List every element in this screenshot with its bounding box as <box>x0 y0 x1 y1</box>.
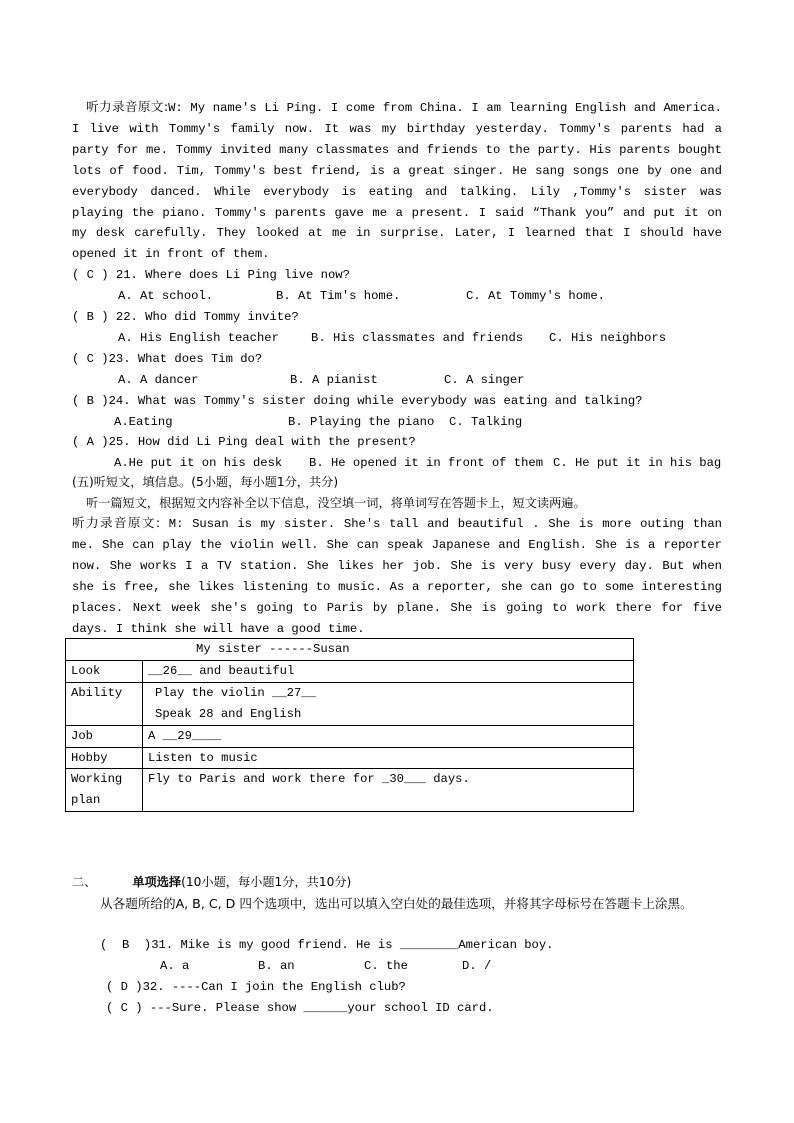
q22-option-b: B. His classmates and friends <box>311 331 524 345</box>
q21-option-b: B. At Tim's home. <box>276 289 401 303</box>
table-title: My sister ------Susan <box>66 639 634 661</box>
q21-option-a: A. At school. <box>118 289 214 303</box>
section-2-instruction: 从各题所给的A, B, C, D 四个选项中，选出可以填入空白处的最佳选项，并将其字母标号在答题卡上涂黑。 <box>100 896 693 911</box>
q31-option-a: A. a <box>160 959 190 973</box>
listening-passage-2 <box>72 513 722 639</box>
row-value-hobby: Listen to music <box>143 747 634 769</box>
passage-2-label: 听力录音原文: <box>72 515 161 530</box>
question-22: ( B ) 22. Who did Tommy invite? <box>72 310 299 324</box>
row-value-job <box>143 725 634 747</box>
blank-27: Play the violin __27__ <box>155 685 316 700</box>
question-32-reply: ( C ) ---Sure. Please show ______your school ID card. <box>106 1001 494 1015</box>
row-label-job: Job <box>66 725 143 747</box>
question-25: ( A )25. How did Li Ping deal with the present? <box>72 435 416 449</box>
table-title-row <box>66 639 634 661</box>
table-row <box>66 747 634 769</box>
q31-option-d: D. / <box>462 959 492 973</box>
section-2-score: (10小题，每小题1分，共10分) <box>181 875 352 889</box>
blank-26: __26__ and beautiful <box>148 663 295 678</box>
q25-option-c: C. He put it in his bag <box>553 456 722 470</box>
row-label-working-plan: Working plan <box>66 769 143 812</box>
q25-option-a: A.He put it on his desk <box>114 456 283 470</box>
q21-option-c: C. At Tommy's home. <box>466 289 605 303</box>
row-label-look: Look <box>66 660 143 682</box>
question-24: ( B )24. What was Tommy's sister doing while everybody was eating and talking? <box>72 394 643 408</box>
section-2-heading <box>72 872 351 893</box>
q23-option-c: C. A singer <box>444 373 525 387</box>
question-21: ( C ) 21. Where does Li Ping live now? <box>72 268 350 282</box>
section-2-number: 二、 <box>72 875 97 889</box>
q24-option-a: A.Eating <box>114 415 173 429</box>
row-value-look <box>143 660 634 682</box>
q24-option-b: B. Playing the piano <box>288 415 435 429</box>
passage-2-text: M: Susan is my sister. She's tall and beautiful . She is more outing than me. She can play the violin well. She can speak Japanese and English. She is a reporter now. She works I a TV station. She likes her job. She is very busy every day. But when she is free, she likes listening to music. As a reporter, she can go to some interesting places. Next week she's going to Paris by plane. She is going to work there for five days. I think she will have a good time. <box>72 517 722 636</box>
q31-option-b: B. an <box>258 959 295 973</box>
q24-option-c: C. Talking <box>449 415 523 429</box>
q23-option-a: A. A dancer <box>118 373 199 387</box>
listening-passage-1 <box>72 97 722 265</box>
row-value-working-plan <box>143 769 634 812</box>
passage-1-label: 听力录音原文: <box>86 99 169 114</box>
blank-29: A __29____ <box>148 728 222 743</box>
table-row <box>66 769 634 812</box>
question-32: ( D )32. ----Can I join the English club? <box>106 980 406 994</box>
q22-option-c: C. His neighbors <box>549 331 667 345</box>
blank-30: Fly to Paris and work there for _30___ days. <box>148 772 470 787</box>
section-5-instruction: 听一篇短文，根据短文内容补全以下信息，没空填一词，将单词写在答题卡上，短文读两遍。 <box>86 496 586 510</box>
blank-28: Speak 28 and English <box>155 706 302 721</box>
row-label-ability: Ability <box>66 682 143 725</box>
table-row <box>66 725 634 747</box>
q31-option-c: C. the <box>364 959 408 973</box>
row-value-ability <box>143 682 634 725</box>
info-table <box>65 638 634 812</box>
q22-option-a: A. His English teacher <box>118 331 279 345</box>
question-23: ( C )23. What does Tim do? <box>72 352 263 366</box>
section-5-title: (五)听短文，填信息。(5小题，每小题1分，共分) <box>72 475 339 489</box>
q25-option-b: B. He opened it in front of them <box>309 456 544 470</box>
q23-option-b: B. A pianist <box>290 373 378 387</box>
section-2-title: 单项选择 <box>132 875 182 889</box>
table-row <box>66 682 634 725</box>
row-label-hobby: Hobby <box>66 747 143 769</box>
passage-1-text: W: My name's Li Ping. I come from China. I am learning English and America. I live with Tommy's family now. It was my birthday yesterday. Tommy's parents had a party for me. Tommy invited many classmates and friends to the party. His parents bought lots of food. Tim, Tommy's best friend, is a great singer. He sang songs one by one and everybody danced. While everybody is eating and talking. Lily ,Tommy's sister was playing the piano. Tommy's parents gave me a present. I said “Thank you” and put it on my desk carefully. They looked at me in surprise. Later, I learned that I should have opened it in front of them. <box>72 101 722 262</box>
question-31: ( B )31. Mike is my good friend. He is ________American boy. <box>100 938 554 952</box>
table-row <box>66 660 634 682</box>
